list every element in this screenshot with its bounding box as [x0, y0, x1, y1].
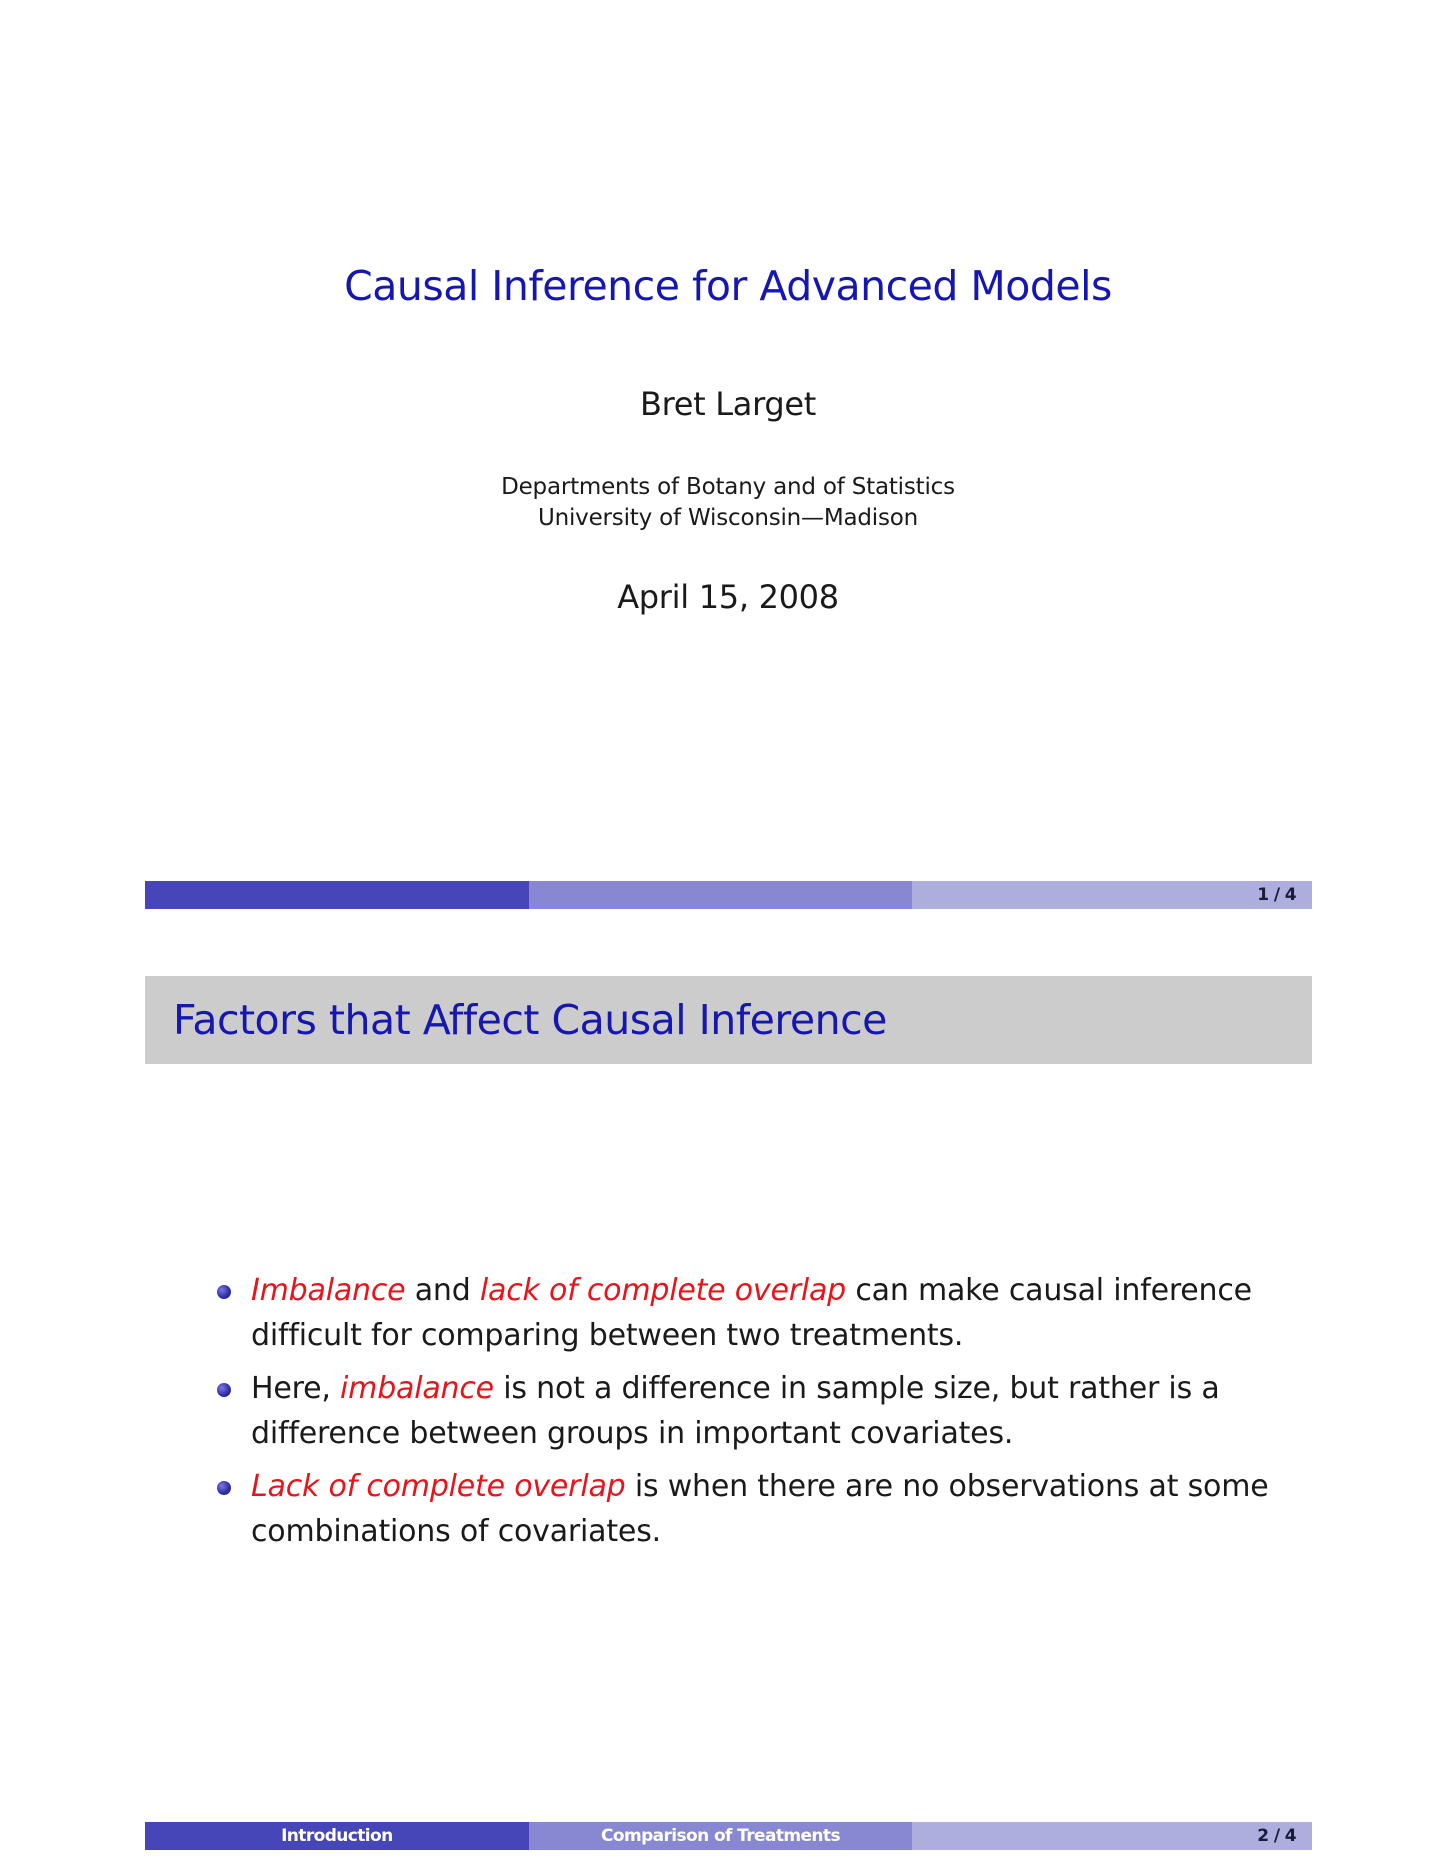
slide-2-footer: [145, 1822, 1312, 1850]
bullet-item-2: [215, 1366, 1275, 1456]
institute: [0, 472, 1456, 534]
slide-1-footer: [145, 881, 1312, 909]
bullet-item-1: [215, 1268, 1275, 1358]
alert-text: imbalance: [340, 1371, 494, 1406]
institute-line-1: Departments of Botany and of Statistics: [501, 474, 955, 500]
bullet-icon: [217, 1285, 231, 1299]
bullet-text: Here,: [251, 1371, 341, 1406]
footer-page-number: 1 / 4: [912, 881, 1312, 909]
footer-section-introduction: Introduction: [145, 1822, 529, 1850]
bullet-text: can make causal inference difficult for comparing between two treatments.: [251, 1273, 1252, 1353]
footer-section-introduction: [145, 881, 529, 909]
bullet-text: is not a difference in sample size, but rather is a difference between groups in important covariates.: [251, 1371, 1220, 1451]
bullet-text: is when there are no observations at some combinations of covariates.: [251, 1469, 1269, 1549]
alert-text: lack of complete overlap: [479, 1273, 847, 1308]
bullet-icon: [217, 1383, 231, 1397]
presentation-date: April 15, 2008: [617, 578, 839, 616]
bullet-item-3: [215, 1464, 1275, 1554]
frame-title-bar: [145, 976, 1312, 1064]
alert-text: Imbalance: [251, 1273, 406, 1308]
institute-line-2: University of Wisconsin—Madison: [537, 505, 919, 531]
footer-page-number: 2 / 4: [912, 1822, 1312, 1850]
frame-title: Factors that Affect Causal Inference: [173, 996, 887, 1044]
author-name: Bret Larget: [639, 385, 817, 423]
bullet-text: and: [405, 1273, 480, 1308]
footer-section-comparison: Comparison of Treatments: [529, 1822, 913, 1850]
bullet-icon: [217, 1481, 231, 1495]
footer-section-comparison: [529, 881, 913, 909]
bullet-list: [215, 1268, 1275, 1562]
presentation-title: Causal Inference for Advanced Models: [344, 262, 1112, 310]
alert-text: Lack of complete overlap: [251, 1469, 626, 1504]
